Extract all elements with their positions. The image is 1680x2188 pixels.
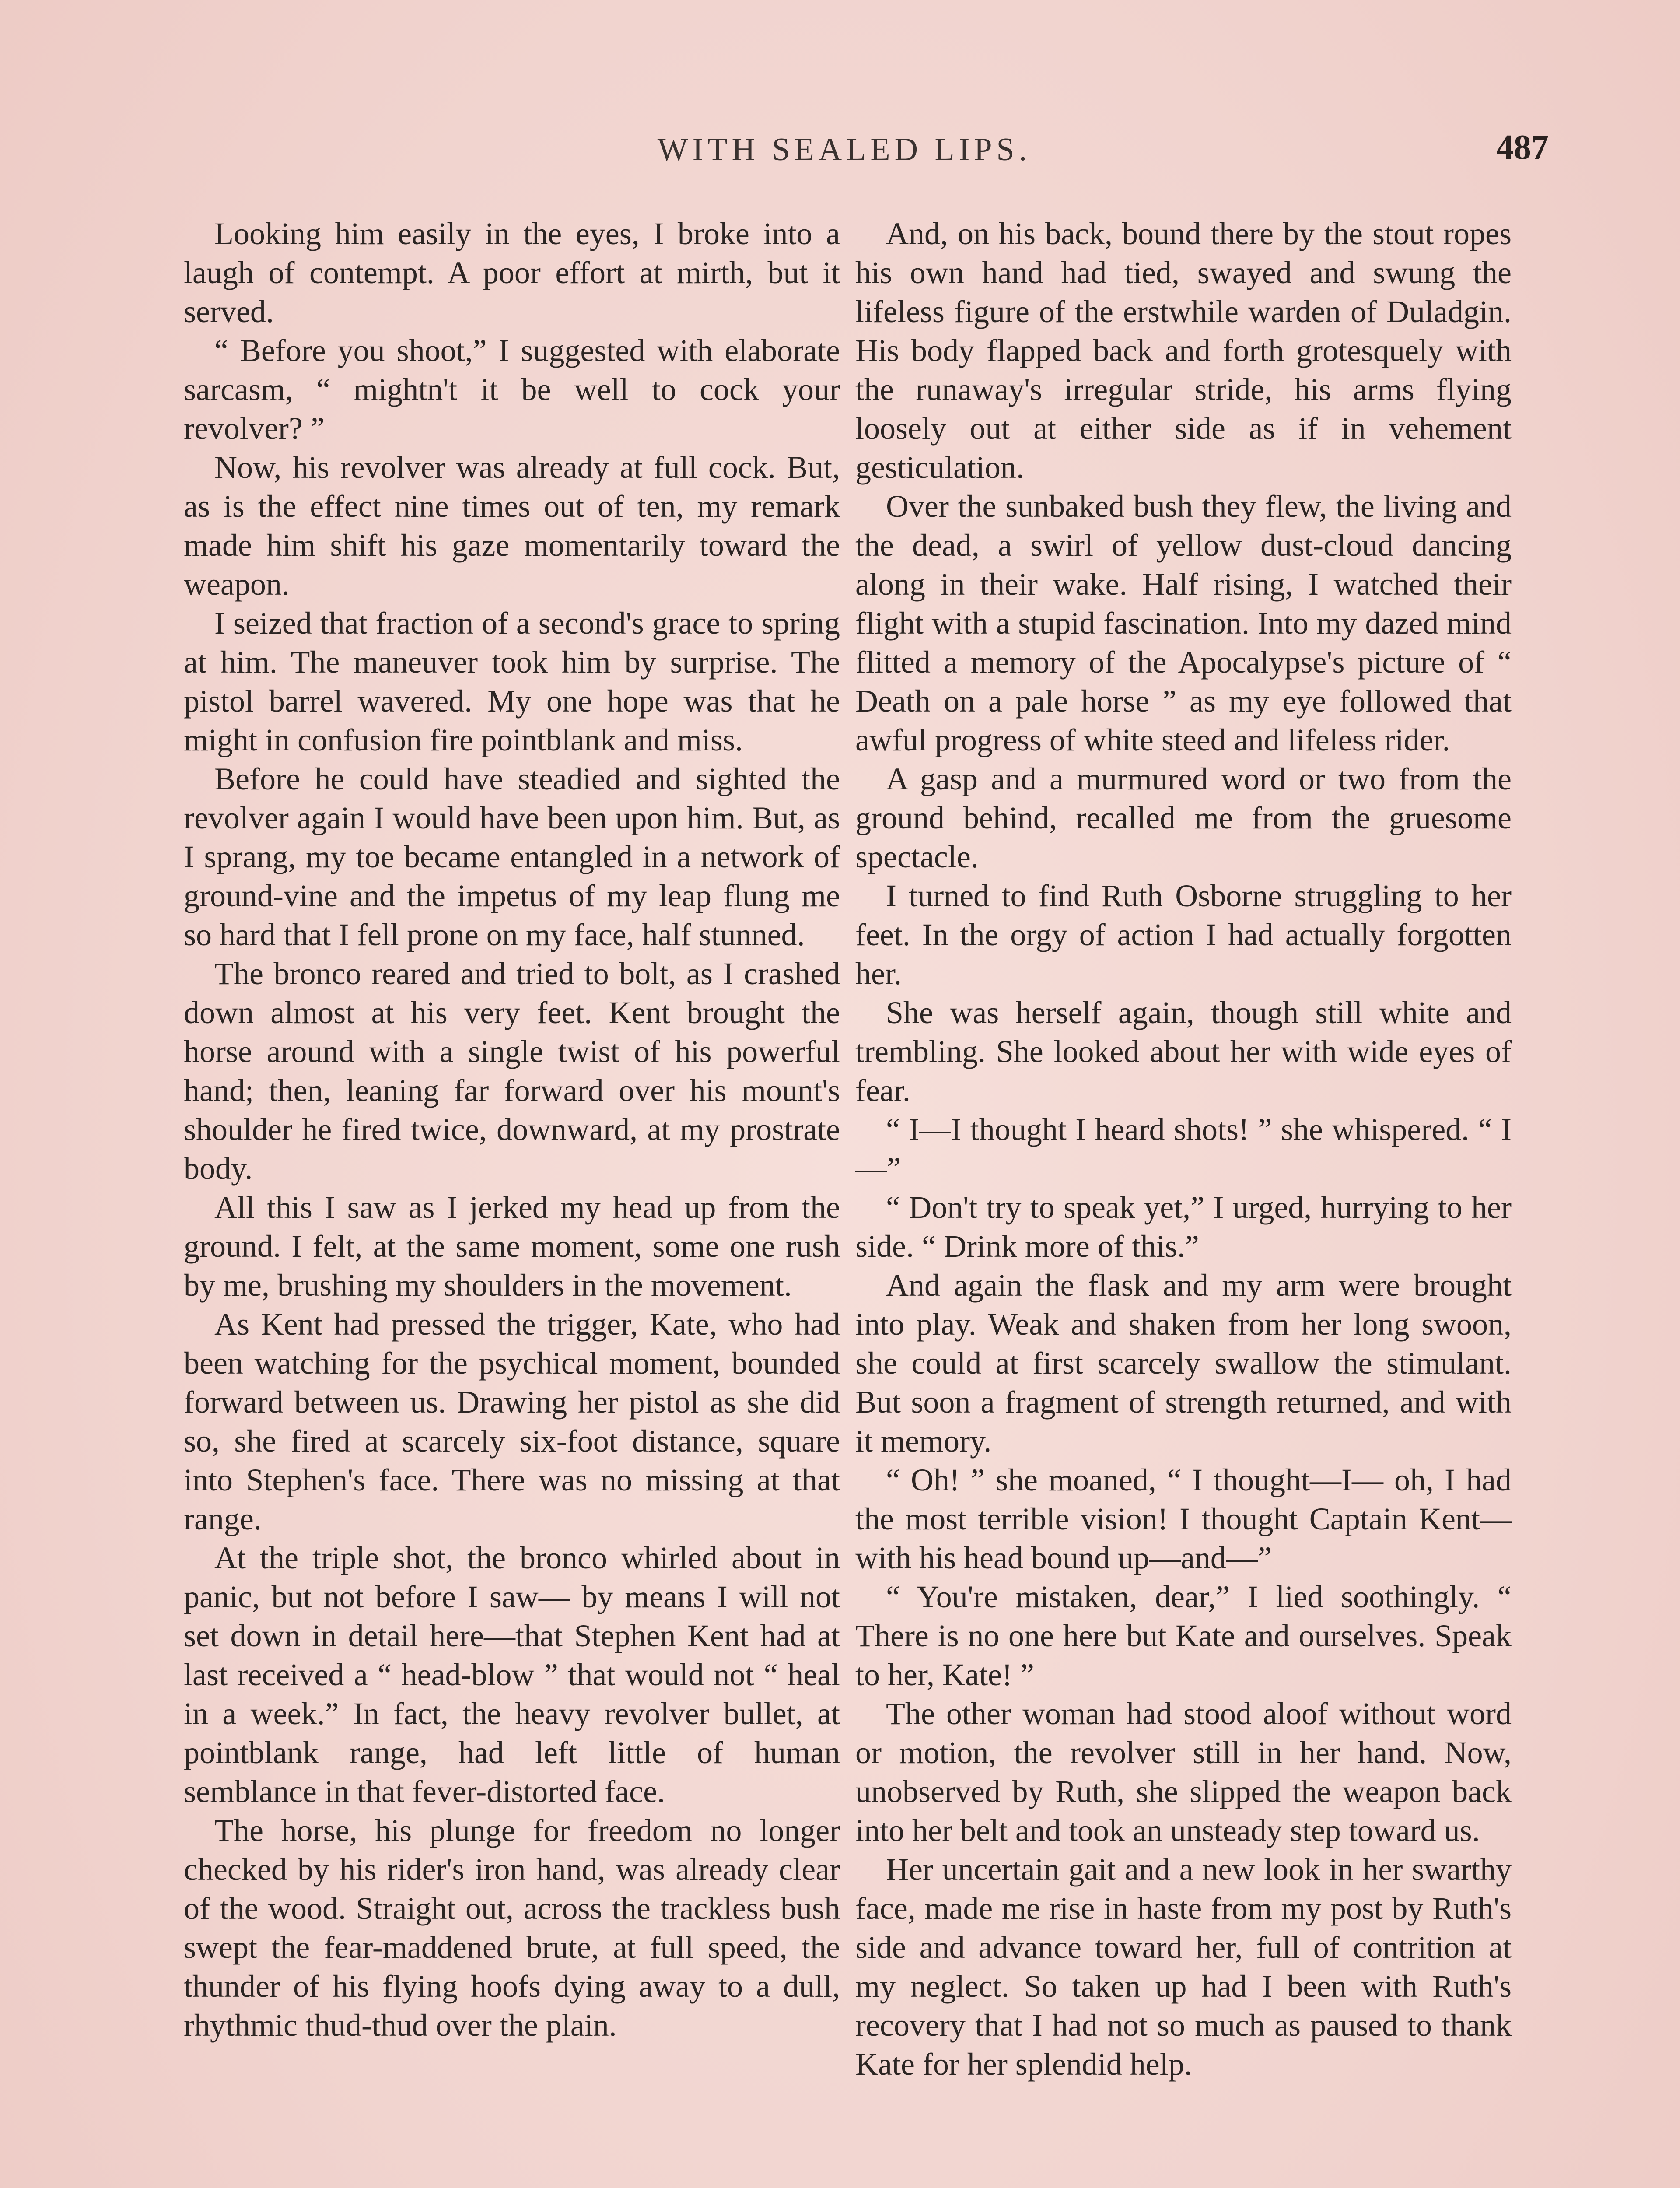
paragraph: Now, his revolver was already at full cock. But, as is the effect nine times out of ten, my remark made him shift his gaze momentarily toward the weapon.: [184, 450, 840, 602]
paragraph: Before he could have steadied and sighted the revolver again I would have been upon him. But, as I sprang, my toe became entangled in a network of ground-vine and the impetus of my leap flung me so hard that I fell prone on my face, half stunned.: [184, 761, 840, 952]
paragraph: I seized that fraction of a second's grace to spring at him. The maneuver took him by surprise. The pistol barrel wavered. My one hope was that he might in confusion fire pointblank and miss.: [184, 606, 840, 757]
paragraph: Looking him easily in the eyes, I broke into a laugh of contempt. A poor effort at mirth, but it served.: [184, 216, 840, 329]
paragraph: All this I saw as I jerked my head up from the ground. I felt, at the same moment, some one rush by me, brushing my shoulders in the movement.: [184, 1190, 840, 1303]
paragraph: The bronco reared and tried to bolt, as I crashed down almost at his very feet. Kent brought the horse around with a single twist of his powerful hand; then, leaning far forward over his mount's shoulder he fired twice, downward, at my prostrate body.: [184, 956, 840, 1186]
paragraph: “ Oh! ” she moaned, “ I thought—I— oh, I had the most terrible vision! I thought Captain Kent—with his head bound up—and—”: [855, 1462, 1512, 1575]
right-column: [855, 214, 1512, 2084]
paragraph: The other woman had stood aloof without word or motion, the revolver still in her hand. Now, unobserved by Ruth, she slipped the weapon back into her belt and took an unsteady step toward us.: [855, 1696, 1512, 1848]
paragraph: She was herself again, though still white and trembling. She looked about her with wide eyes of fear.: [855, 995, 1512, 1108]
paragraph: The horse, his plunge for freedom no longer checked by his rider's iron hand, was already clear of the wood. Straight out, across the trackless bush swept the fear-maddened brute, at full speed, the thunder of his flying hoofs dying away to a dull, rhythmic thud-thud over the plain.: [184, 1813, 840, 2043]
paragraph: “ I—I thought I heard shots! ” she whispered. “ I—”: [855, 1112, 1512, 1186]
left-column: [184, 214, 840, 2045]
paragraph: A gasp and a murmured word or two from the ground behind, recalled me from the gruesome spectacle.: [855, 761, 1512, 874]
paragraph: And again the flask and my arm were brought into play. Weak and shaken from her long swoon, she could at first scarcely swallow the stimulant. But soon a fragment of strength returned, and with it memory.: [855, 1268, 1512, 1459]
paragraph: As Kent had pressed the trigger, Kate, who had been watching for the psychical moment, bounded forward between us. Drawing her pistol as she did so, she fired at scarcely six-foot distance, square into Stephen's face. There was no missing at that range.: [184, 1307, 840, 1536]
paragraph: “ Don't try to speak yet,” I urged, hurrying to her side. “ Drink more of this.”: [855, 1190, 1512, 1264]
running-title: WITH SEALED LIPS.: [657, 132, 1032, 168]
paragraph: And, on his back, bound there by the stout ropes his own hand had tied, swayed and swung the lifeless figure of the erstwhile warden of Duladgin. His body flapped back and forth grotesquely with the runaway's irregular stride, his arms flying loosely out at either side as if in vehement gesticulation.: [855, 216, 1512, 485]
paragraph: I turned to find Ruth Osborne struggling to her feet. In the orgy of action I had actually forgotten her.: [855, 878, 1512, 991]
paragraph: At the triple shot, the bronco whirled about in panic, but not before I saw— by means I will not set down in detail here—that Stephen Kent had at last received a “ head-blow ” that would not “ heal in a week.” In fact, the heavy revolver bullet, at pointblank range, had left little of human semblance in that fever-distorted face.: [184, 1540, 840, 1809]
paragraph: Her uncertain gait and a new look in her swarthy face, made me rise in haste from my post by Ruth's side and advance toward her, full of contrition at my neglect. So taken up had I been with Ruth's recovery that I had not so much as paused to thank Kate for her splendid help.: [855, 1852, 1512, 2082]
paragraph: Over the sunbaked bush they flew, the living and the dead, a swirl of yellow dust-cloud dancing along in their wake. Half rising, I watched their flight with a stupid fascination. Into my dazed mind flitted a memory of the Apocalypse's picture of “ Death on a pale horse ” as my eye followed that awful progress of white steed and lifeless rider.: [855, 489, 1512, 757]
paragraph: “ Before you shoot,” I suggested with elaborate sarcasm, “ mightn't it be well to cock your revolver? ”: [184, 333, 840, 446]
page-number: 487: [1496, 128, 1549, 167]
paragraph: “ You're mistaken, dear,” I lied soothingly. “ There is no one here but Kate and ourselves. Speak to her, Kate! ”: [855, 1579, 1512, 1692]
